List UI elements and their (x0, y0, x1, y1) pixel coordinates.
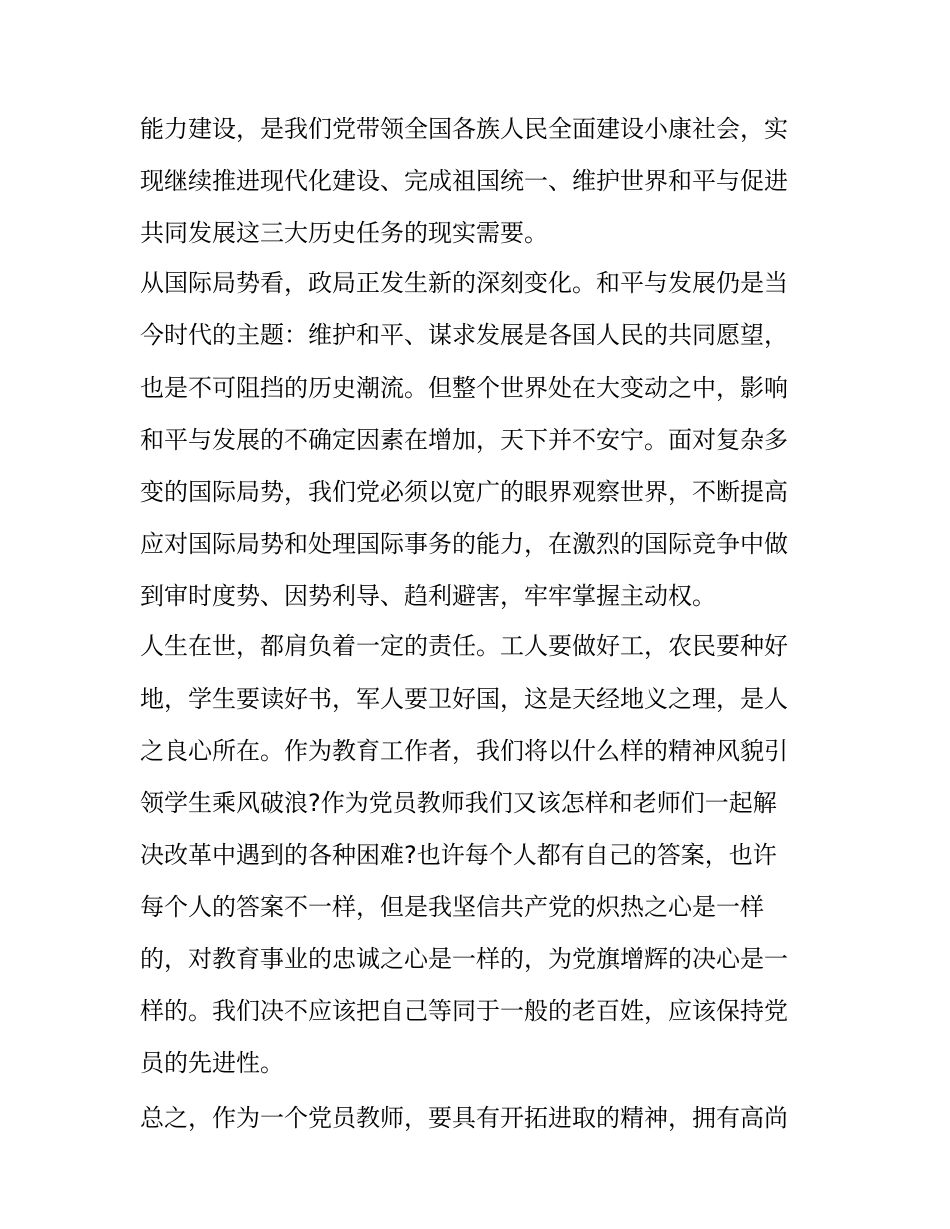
text-line: 从国际局势看，政局正发生新的深刻变化。和平与发展仍是当 (140, 269, 788, 297)
text-line: 领学生乘风破浪?作为党员教师我们又该怎样和老师们一起解 (140, 789, 777, 817)
text-line: 每个人的答案不一样，但是我坚信共产党的炽热之心是一样 (140, 893, 764, 921)
text-line: 应对国际局势和处理国际事务的能力，在激烈的国际竞争中做 (140, 530, 788, 558)
text-line: 人生在世，都肩负着一定的责任。工人要做好工，农民要种好 (140, 632, 788, 660)
text-line: 到审时度势、因势利导、趋利避害，牢牢掌握主动权。 (140, 582, 716, 610)
text-line: 决改革中遇到的各种困难?也许每个人都有自己的答案，也许 (140, 841, 777, 869)
text-line: 和平与发展的不确定因素在增加，天下并不安宁。面对复杂多 (140, 426, 788, 454)
text-line: 变的国际局势，我们党必须以宽广的眼界观察世界，不断提高 (140, 478, 788, 506)
text-line: 样的。我们决不应该把自己等同于一般的老百姓，应该保持党 (140, 997, 788, 1025)
text-line: 也是不可阻挡的历史潮流。但整个世界处在大变动之中，影响 (140, 374, 788, 402)
text-line: 今时代的主题：维护和平、谋求发展是各国人民的共同愿望， (140, 321, 788, 349)
text-line: 的，对教育事业的忠诚之心是一样的，为党旗增辉的决心是一 (140, 945, 788, 973)
text-line: 总之，作为一个党员教师，要具有开拓进取的精神，拥有高尚 (140, 1104, 788, 1132)
text-line: 能力建设，是我们党带领全国各族人民全面建设小康社会，实 (140, 115, 788, 143)
text-line: 之良心所在。作为教育工作者，我们将以什么样的精神风貌引 (140, 737, 788, 765)
text-line: 地，学生要读好书，军人要卫好国，这是天经地义之理，是人 (140, 685, 788, 713)
text-line: 共同发展这三大历史任务的现实需要。 (140, 219, 548, 247)
text-line: 现继续推进现代化建设、完成祖国统一、维护世界和平与促进 (140, 167, 788, 195)
text-line: 员的先进性。 (140, 1049, 284, 1077)
